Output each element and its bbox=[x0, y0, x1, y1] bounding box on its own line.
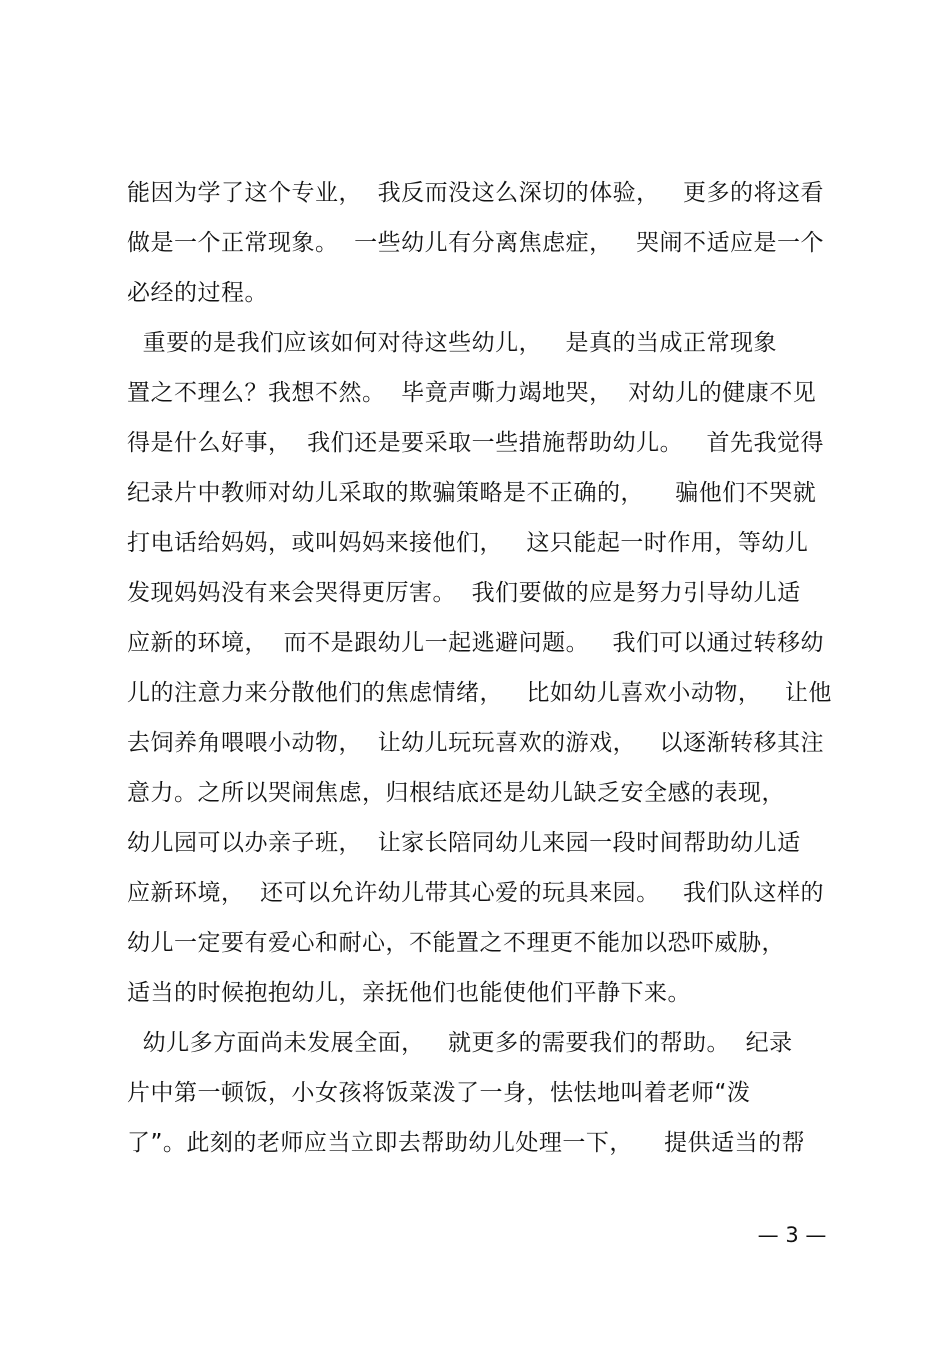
text-line: 做是一个正常现象。 一些幼儿有分离焦虑症， 哭闹不适应是一个 bbox=[127, 230, 825, 256]
text-line: 幼儿园可以办亲子班， 让家长陪同幼儿来园一段时间帮助幼儿适 bbox=[127, 830, 801, 856]
text-line: 应新环境， 还可以允许幼儿带其心爱的玩具来园。 我们队这样的 bbox=[127, 880, 825, 906]
text-line: 打电话给妈妈，或叫妈妈来接他们， 这只能起一时作用，等幼儿 bbox=[127, 530, 809, 556]
text-line: 幼儿一定要有爱心和耐心，不能置之不理更不能加以恐吓威胁， bbox=[127, 930, 785, 956]
text-line: 儿的注意力来分散他们的焦虑情绪， 比如幼儿喜欢小动物， 让他 bbox=[127, 680, 832, 706]
text-line: 能因为学了这个专业， 我反而没这么深切的体验， 更多的将这看 bbox=[127, 180, 825, 206]
text-line: 幼儿多方面尚未发展全面， 就更多的需要我们的帮助。 纪录 bbox=[127, 1030, 793, 1056]
text-line: 了”。此刻的老师应当立即去帮助幼儿处理一下， 提供适当的帮 bbox=[127, 1130, 806, 1156]
text-line: 适当的时候抱抱幼儿，亲抚他们也能使他们平静下来。 bbox=[127, 980, 691, 1006]
text-line: 去饲养角喂喂小动物， 让幼儿玩玩喜欢的游戏， 以逐渐转移其注 bbox=[127, 730, 825, 756]
text-line: 意力。之所以哭闹焦虑，归根结底还是幼儿缺乏安全感的表现， bbox=[127, 780, 785, 806]
text-line: 重要的是我们应该如何对待这些幼儿， 是真的当成正常现象 bbox=[127, 330, 778, 356]
page-number: — 3 — bbox=[757, 1223, 827, 1247]
text-line: 应新的环境， 而不是跟幼儿一起逃避问题。 我们可以通过转移幼 bbox=[127, 630, 825, 656]
text-line: 必经的过程。 bbox=[127, 280, 268, 306]
text-line: 发现妈妈没有来会哭得更厉害。 我们要做的应是努力引导幼儿适 bbox=[127, 580, 801, 606]
text-line: 置之不理么？我想不然。 毕竟声嘶力竭地哭， 对幼儿的健康不见 bbox=[127, 380, 817, 406]
text-line: 片中第一顿饭，小女孩将饭菜泼了一身，怯怯地叫着老师“泼 bbox=[127, 1080, 751, 1106]
text-line: 得是什么好事， 我们还是要采取一些措施帮助幼儿。 首先我觉得 bbox=[127, 430, 825, 456]
text-line: 纪录片中教师对幼儿采取的欺骗策略是不正确的， 骗他们不哭就 bbox=[127, 480, 817, 506]
